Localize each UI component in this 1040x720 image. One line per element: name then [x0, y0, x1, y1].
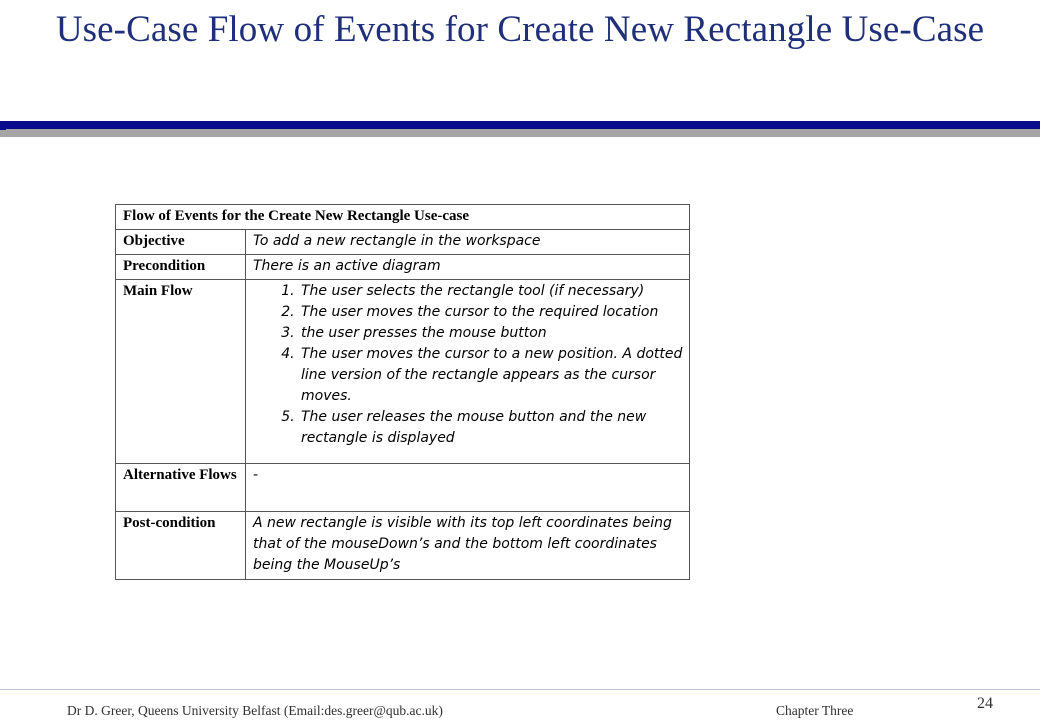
footer-author: Dr D. Greer, Queens University Belfast (Email:des.greer@qub.ac.uk) [67, 703, 443, 718]
main-flow-label: Main Flow [116, 280, 246, 464]
precondition-label: Precondition [116, 255, 246, 280]
objective-value: To add a new rectangle in the workspace [246, 230, 690, 255]
precondition-row [116, 255, 690, 280]
objective-label: Objective [116, 230, 246, 255]
page-number: 24 [977, 695, 993, 712]
alternative-flows-row [116, 464, 690, 512]
main-flow-steps-cell [246, 280, 690, 464]
objective-row [116, 230, 690, 255]
precondition-value: There is an active diagram [246, 255, 690, 280]
main-flow-row [116, 280, 690, 464]
title-underline-marker [0, 124, 6, 130]
footer-chapter: Chapter Three [776, 703, 854, 718]
main-flow-step: 5. The user releases the mouse button and the new rectangle is displayed [299, 407, 683, 449]
main-flow-step: 3. the user presses the mouse button [299, 323, 683, 344]
postcondition-label: Post-condition [116, 512, 246, 580]
table-header: Flow of Events for the Create New Rectangle Use-case [116, 205, 690, 230]
title-underline-blue [0, 121, 1040, 129]
postcondition-value: A new rectangle is visible with its top left coordinates being that of the mouseDown’s and the bottom left coordinates being the MouseUp’s [246, 512, 690, 580]
footer-divider [0, 689, 1040, 690]
slide-title: Use-Case Flow of Events for Create New Rectangle Use-Case [55, 9, 985, 50]
flow-of-events-table [115, 204, 690, 580]
table-header-row [116, 205, 690, 230]
title-underline-grey [0, 129, 1040, 137]
postcondition-row [116, 512, 690, 580]
main-flow-step: 4. The user moves the cursor to a new position. A dotted line version of the rectangle appears as the cursor moves. [299, 344, 683, 407]
main-flow-step: 1. The user selects the rectangle tool (if necessary) [299, 281, 683, 302]
alternative-flows-label: Alternative Flows [116, 464, 246, 512]
alternative-flows-value: - [246, 464, 690, 512]
main-flow-step: 2. The user moves the cursor to the required location [299, 302, 683, 323]
main-flow-steps [253, 281, 683, 449]
